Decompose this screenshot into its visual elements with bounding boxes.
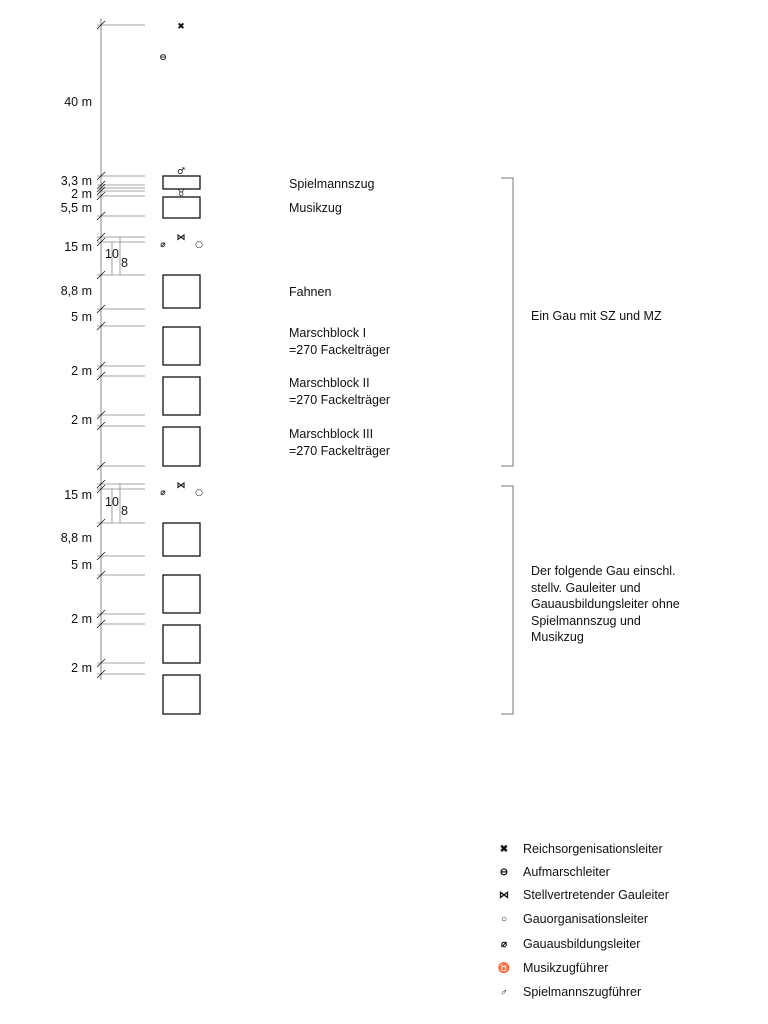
legend-item (495, 886, 669, 904)
legend-label: Aufmarschleiter (523, 865, 610, 879)
dimension-label: 2 m (71, 187, 92, 201)
dimension-label: 2 m (71, 612, 92, 626)
legend-item (495, 959, 608, 977)
aufmarschleiter-icon: ⊖ (499, 866, 509, 878)
legend-item (495, 983, 641, 1001)
group-brackets (501, 178, 513, 714)
gauausbildungsleiter-icon: ⌀ (500, 938, 508, 950)
fahnen-block-2 (163, 523, 200, 556)
legend-label: Gauorganisationsleiter (523, 912, 649, 926)
row-label-spielmannszug: Spielmannszug (289, 177, 375, 191)
dimension-label: 15 m (64, 488, 92, 502)
legend-item (495, 935, 640, 953)
row-label-musikzug: Musikzug (289, 201, 342, 215)
dimension-label: 3,3 m (60, 174, 92, 188)
spielmannszugfuehrer-icon: ♂ (176, 167, 186, 177)
dimension-ticks (97, 21, 145, 678)
group-label-gau-2: Der folgende Gau einschl. stellv. Gauleiter und Gauausbildungsleiter ohne Spielmannszug und Musikzug (531, 564, 680, 644)
gauausbildungsleiter-icon: ⌀ (160, 240, 166, 250)
formation-blocks (163, 176, 200, 714)
legend-item (495, 910, 648, 928)
musikzugfuehrer-icon: ♉ (497, 962, 511, 974)
group-bracket-1 (501, 178, 513, 466)
sub-dimension-label: 10 (105, 247, 119, 261)
dimension-label: 2 m (71, 661, 92, 675)
stellvertretender-gauleiter-icon: ⋈ (176, 233, 186, 243)
marschblock-4-block (163, 575, 200, 613)
marschblock-6-block (163, 675, 200, 714)
legend-label: Stellvertretender Gauleiter (523, 888, 669, 902)
gauorganisationsleiter-icon: ○ (195, 488, 203, 498)
dimension-label: 5 m (71, 310, 92, 324)
legend-item (495, 840, 663, 858)
legend-item (495, 863, 610, 881)
spielmannszug-block (163, 176, 200, 189)
dimension-label: 2 m (71, 413, 92, 427)
gauausbildungsleiter-icon: ⌀ (160, 488, 166, 498)
spielmannszugfuehrer-icon: ♂ (500, 986, 508, 998)
dimension-label: 2 m (71, 364, 92, 378)
dimension-label: 8,8 m (60, 284, 92, 298)
aufmarschleiter-icon: ⊖ (159, 53, 167, 63)
dimension-label: 15 m (64, 240, 92, 254)
dimension-label: 8,8 m (60, 531, 92, 545)
marschblock-5-block (163, 625, 200, 663)
legend-label: Reichsorgenisationsleiter (523, 842, 663, 856)
legend-label: Musikzugführer (523, 961, 609, 975)
row-label-marschblock-2: Marschblock II =270 Fackelträger (289, 376, 391, 407)
stellvertretender-gauleiter-icon: ⋈ (499, 889, 509, 901)
legend-label: Gauausbildungsleiter (523, 937, 641, 951)
dimension-label: 5,5 m (60, 201, 92, 215)
sub-dimension-label: 8 (121, 256, 128, 270)
legend-label: Spielmannszugführer (523, 985, 642, 999)
reichsorganisationsleiter-icon: ✖ (177, 22, 185, 32)
gauorganisationsleiter-icon: ○ (500, 913, 508, 925)
sub-dimension-label: 10 (105, 495, 119, 509)
marschblock-3-block (163, 427, 200, 466)
row-label-fahnen: Fahnen (289, 285, 332, 299)
stellvertretender-gauleiter-icon: ⋈ (176, 481, 186, 491)
dimension-label: 40 m (64, 95, 92, 109)
gauorganisationsleiter-icon: ○ (195, 240, 203, 250)
row-label-marschblock-3: Marschblock III =270 Fackelträger (289, 427, 391, 458)
group-bracket-2 (501, 486, 513, 714)
marschblock-1-block (163, 327, 200, 365)
reichsorganisationsleiter-icon: ✖ (499, 843, 509, 855)
sub-dimension-label: 8 (121, 504, 128, 518)
musikzug-block (163, 197, 200, 218)
dimension-label: 5 m (71, 558, 92, 572)
marschblock-2-block (163, 377, 200, 415)
fahnen-block (163, 275, 200, 308)
row-label-marschblock-1: Marschblock I =270 Fackelträger (289, 326, 391, 357)
musikzugfuehrer-icon: ♉ (176, 189, 186, 199)
group-label-gau-1: Ein Gau mit SZ und MZ (531, 309, 662, 323)
